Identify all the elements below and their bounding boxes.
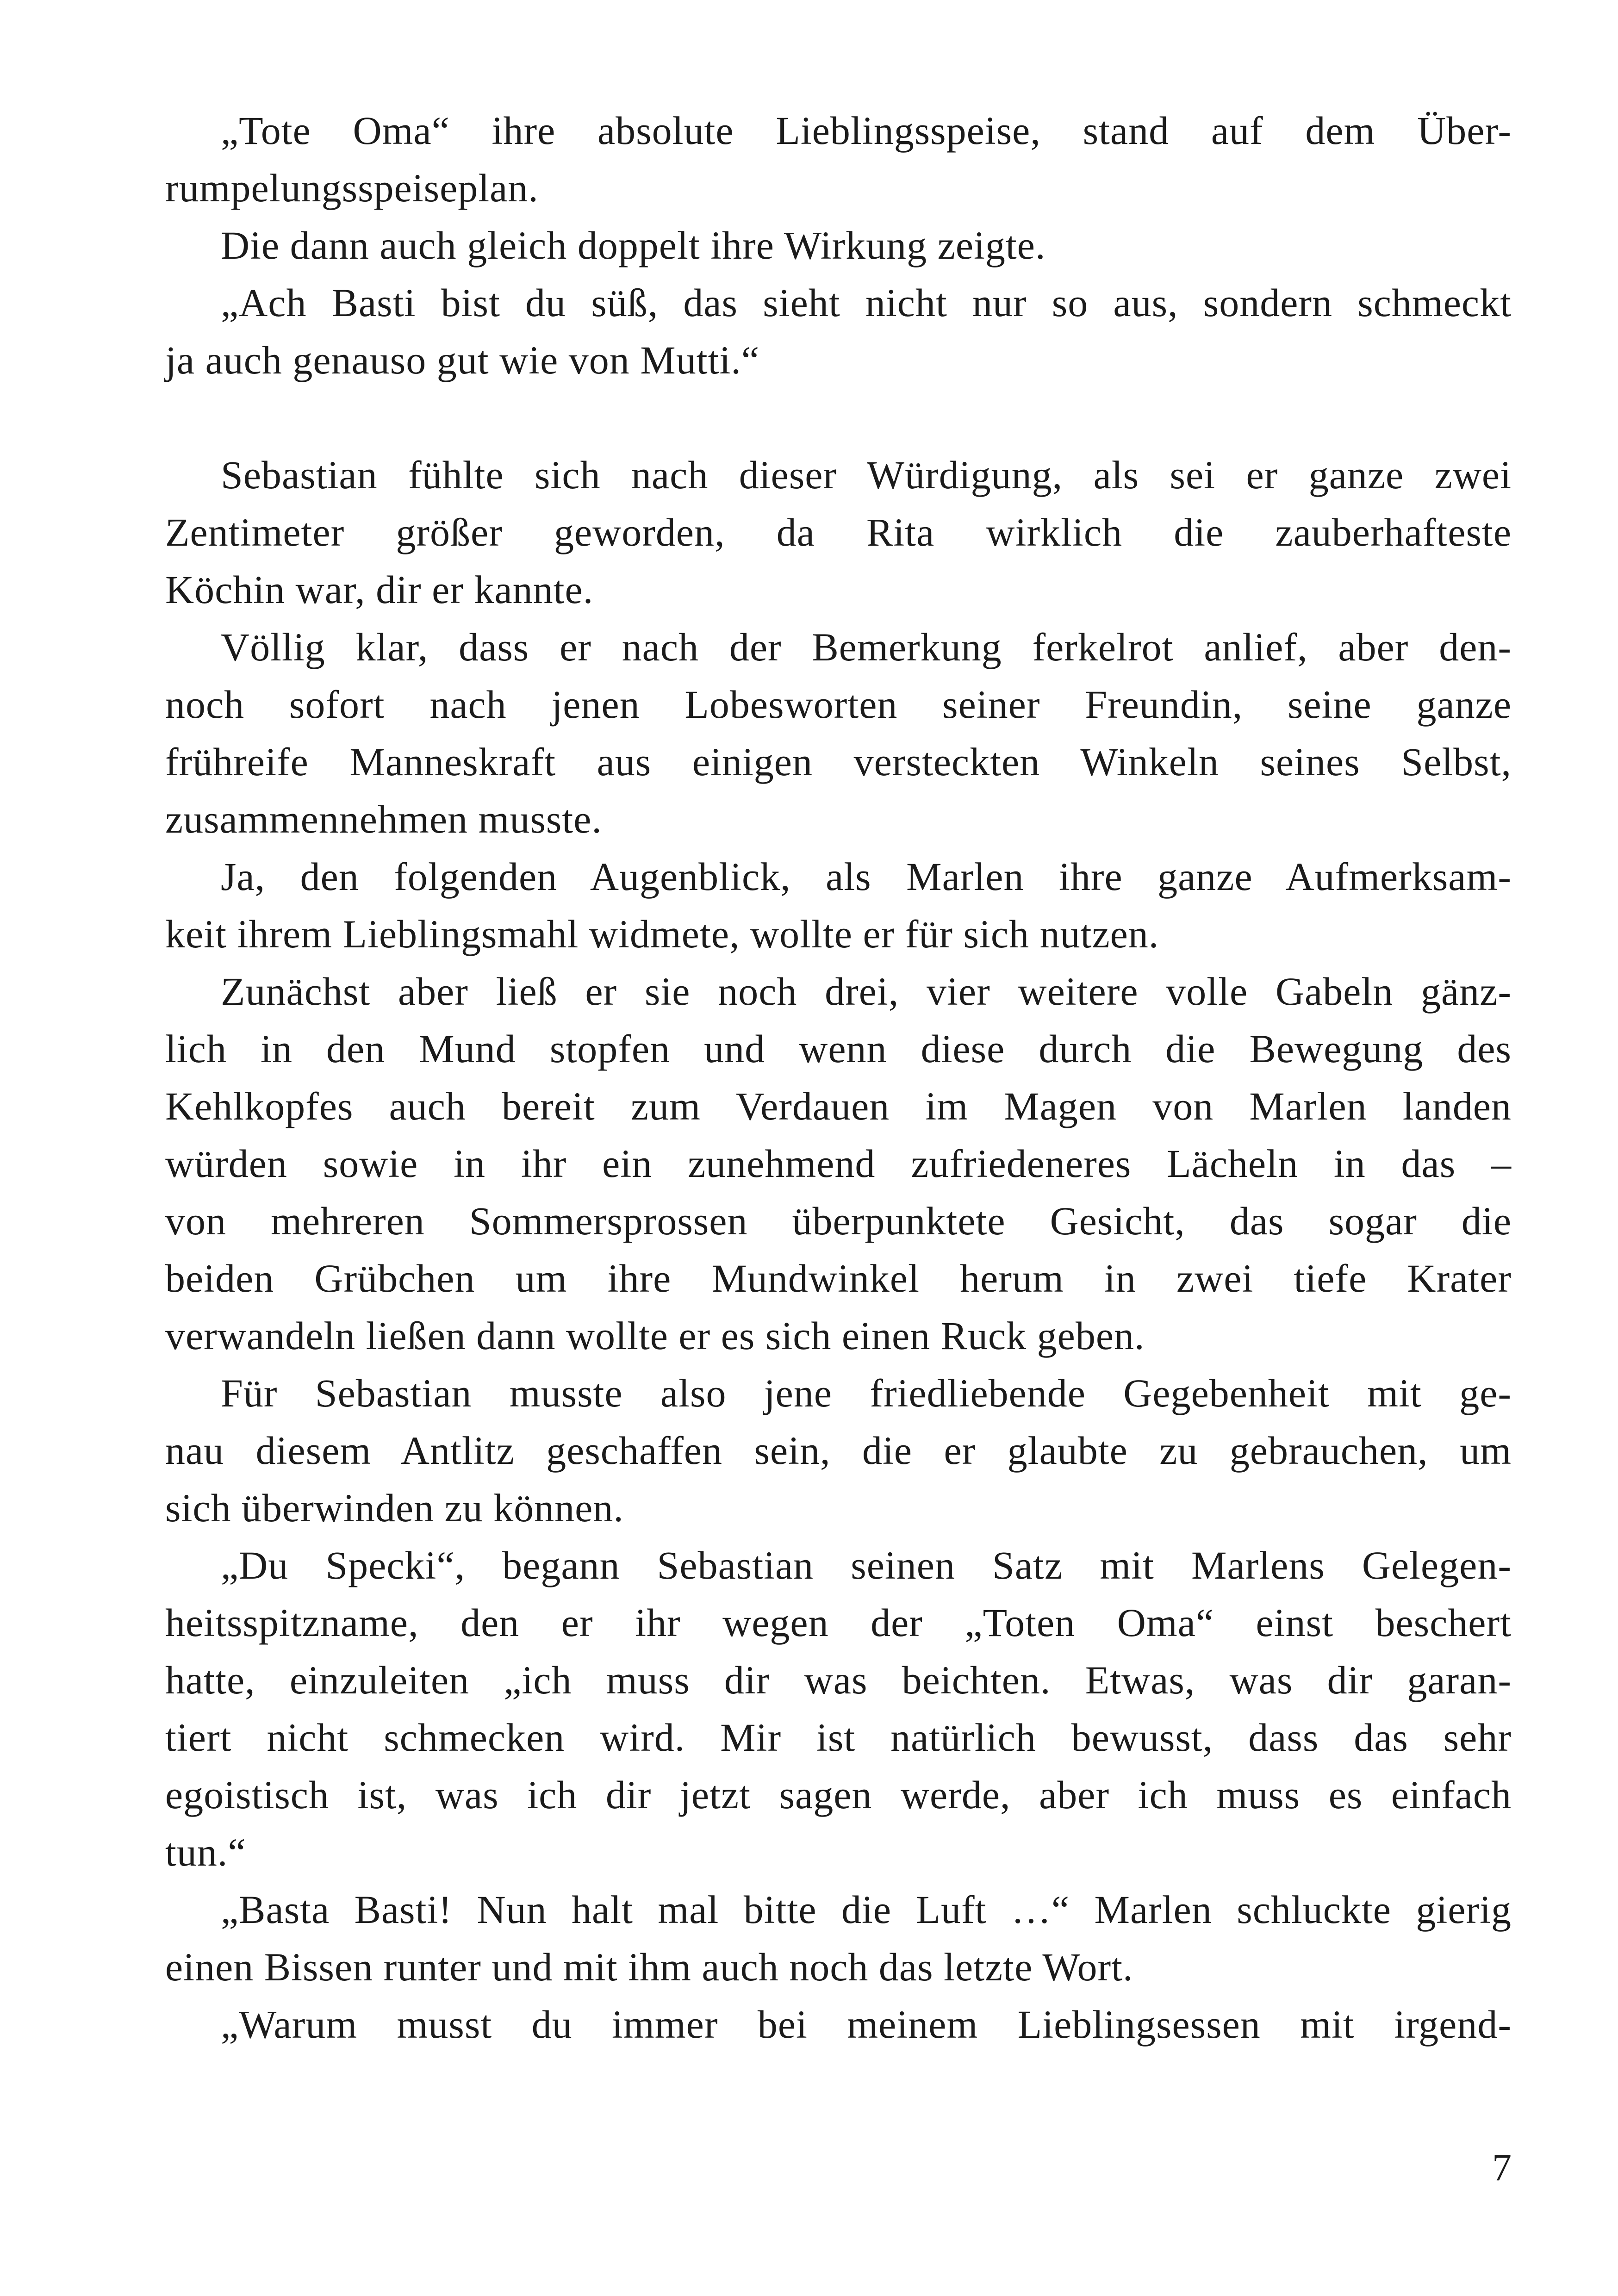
text-line: zusammennehmen musste. bbox=[165, 797, 602, 841]
text-line: von mehreren Sommersprossen überpunktete Gesicht, das sogar die bbox=[165, 1199, 1512, 1243]
text-line: Völlig klar, dass er nach der Bemerkung ferkelrot anlief, aber den- bbox=[221, 625, 1512, 669]
text-line: „Tote Oma“ ihre absolute Lieblingsspeise, stand auf dem Über- bbox=[221, 108, 1512, 153]
paragraph-gap bbox=[165, 389, 1512, 446]
text-line: Kehlkopfes auch bereit zum Verdauen im Magen von Marlen landen bbox=[165, 1084, 1512, 1128]
text-line: sich überwinden zu können. bbox=[165, 1486, 624, 1530]
text-line: „Warum musst du immer bei meinem Lieblingsessen mit irgend- bbox=[221, 2002, 1512, 2047]
text-line: Zentimeter größer geworden, da Rita wirklich die zauberhafteste bbox=[165, 510, 1512, 554]
text-line: lich in den Mund stopfen und wenn diese durch die Bewegung des bbox=[165, 1027, 1512, 1071]
text-line: „Du Specki“, begann Sebastian seinen Satz mit Marlens Gelegen- bbox=[221, 1543, 1512, 1587]
text-line: noch sofort nach jenen Lobesworten seiner Freundin, seine ganze bbox=[165, 682, 1512, 727]
text-line: verwandeln ließen dann wollte er es sich einen Ruck geben. bbox=[165, 1313, 1145, 1358]
text-line: keit ihrem Lieblingsmahl widmete, wollte er für sich nutzen. bbox=[165, 912, 1159, 956]
text-line: Die dann auch gleich doppelt ihre Wirkung zeigte. bbox=[221, 223, 1046, 268]
text-line: heitsspitzname, den er ihr wegen der „Toten Oma“ einst beschert bbox=[165, 1600, 1512, 1645]
text-line: tun.“ bbox=[165, 1830, 246, 1874]
text-line: rumpelungsspeiseplan. bbox=[165, 166, 539, 210]
text-line: „Basta Basti! Nun halt mal bitte die Luft …“ Marlen schluckte gierig bbox=[221, 1887, 1512, 1932]
text-line: tiert nicht schmecken wird. Mir ist natürlich bewusst, dass das sehr bbox=[165, 1715, 1512, 1760]
text-line: Köchin war, dir er kannte. bbox=[165, 567, 594, 612]
text-line: einen Bissen runter und mit ihm auch noch das letzte Wort. bbox=[165, 1945, 1133, 1989]
text-line: egoistisch ist, was ich dir jetzt sagen werde, aber ich muss es einfach bbox=[165, 1773, 1512, 1817]
text-line: „Ach Basti bist du süß, das sieht nicht nur so aus, sondern schmeckt bbox=[221, 280, 1512, 325]
text-line: Ja, den folgenden Augenblick, als Marlen ihre ganze Aufmerksam- bbox=[221, 854, 1512, 899]
text-line: beiden Grübchen um ihre Mundwinkel herum in zwei tiefe Krater bbox=[165, 1256, 1512, 1300]
text-line: ja auch genauso gut wie von Mutti.“ bbox=[165, 338, 760, 382]
text-line: würden sowie in ihr ein zunehmend zufriedeneres Lächeln in das – bbox=[165, 1141, 1512, 1186]
text-line: nau diesem Antlitz geschaffen sein, die er glaubte zu gebrauchen, um bbox=[165, 1428, 1512, 1473]
text-column bbox=[165, 102, 1512, 2053]
text-line: Für Sebastian musste also jene friedliebende Gegebenheit mit ge- bbox=[221, 1371, 1512, 1415]
text-line: Zunächst aber ließ er sie noch drei, vier weitere volle Gabeln gänz- bbox=[221, 969, 1512, 1014]
text-line: frühreife Manneskraft aus einigen versteckten Winkeln seines Selbst, bbox=[165, 740, 1512, 784]
text-line: Sebastian fühlte sich nach dieser Würdigung, als sei er ganze zwei bbox=[221, 453, 1512, 497]
page-number: 7 bbox=[1492, 2146, 1512, 2189]
text-line: hatte, einzuleiten „ich muss dir was beichten. Etwas, was dir garan- bbox=[165, 1658, 1512, 1702]
